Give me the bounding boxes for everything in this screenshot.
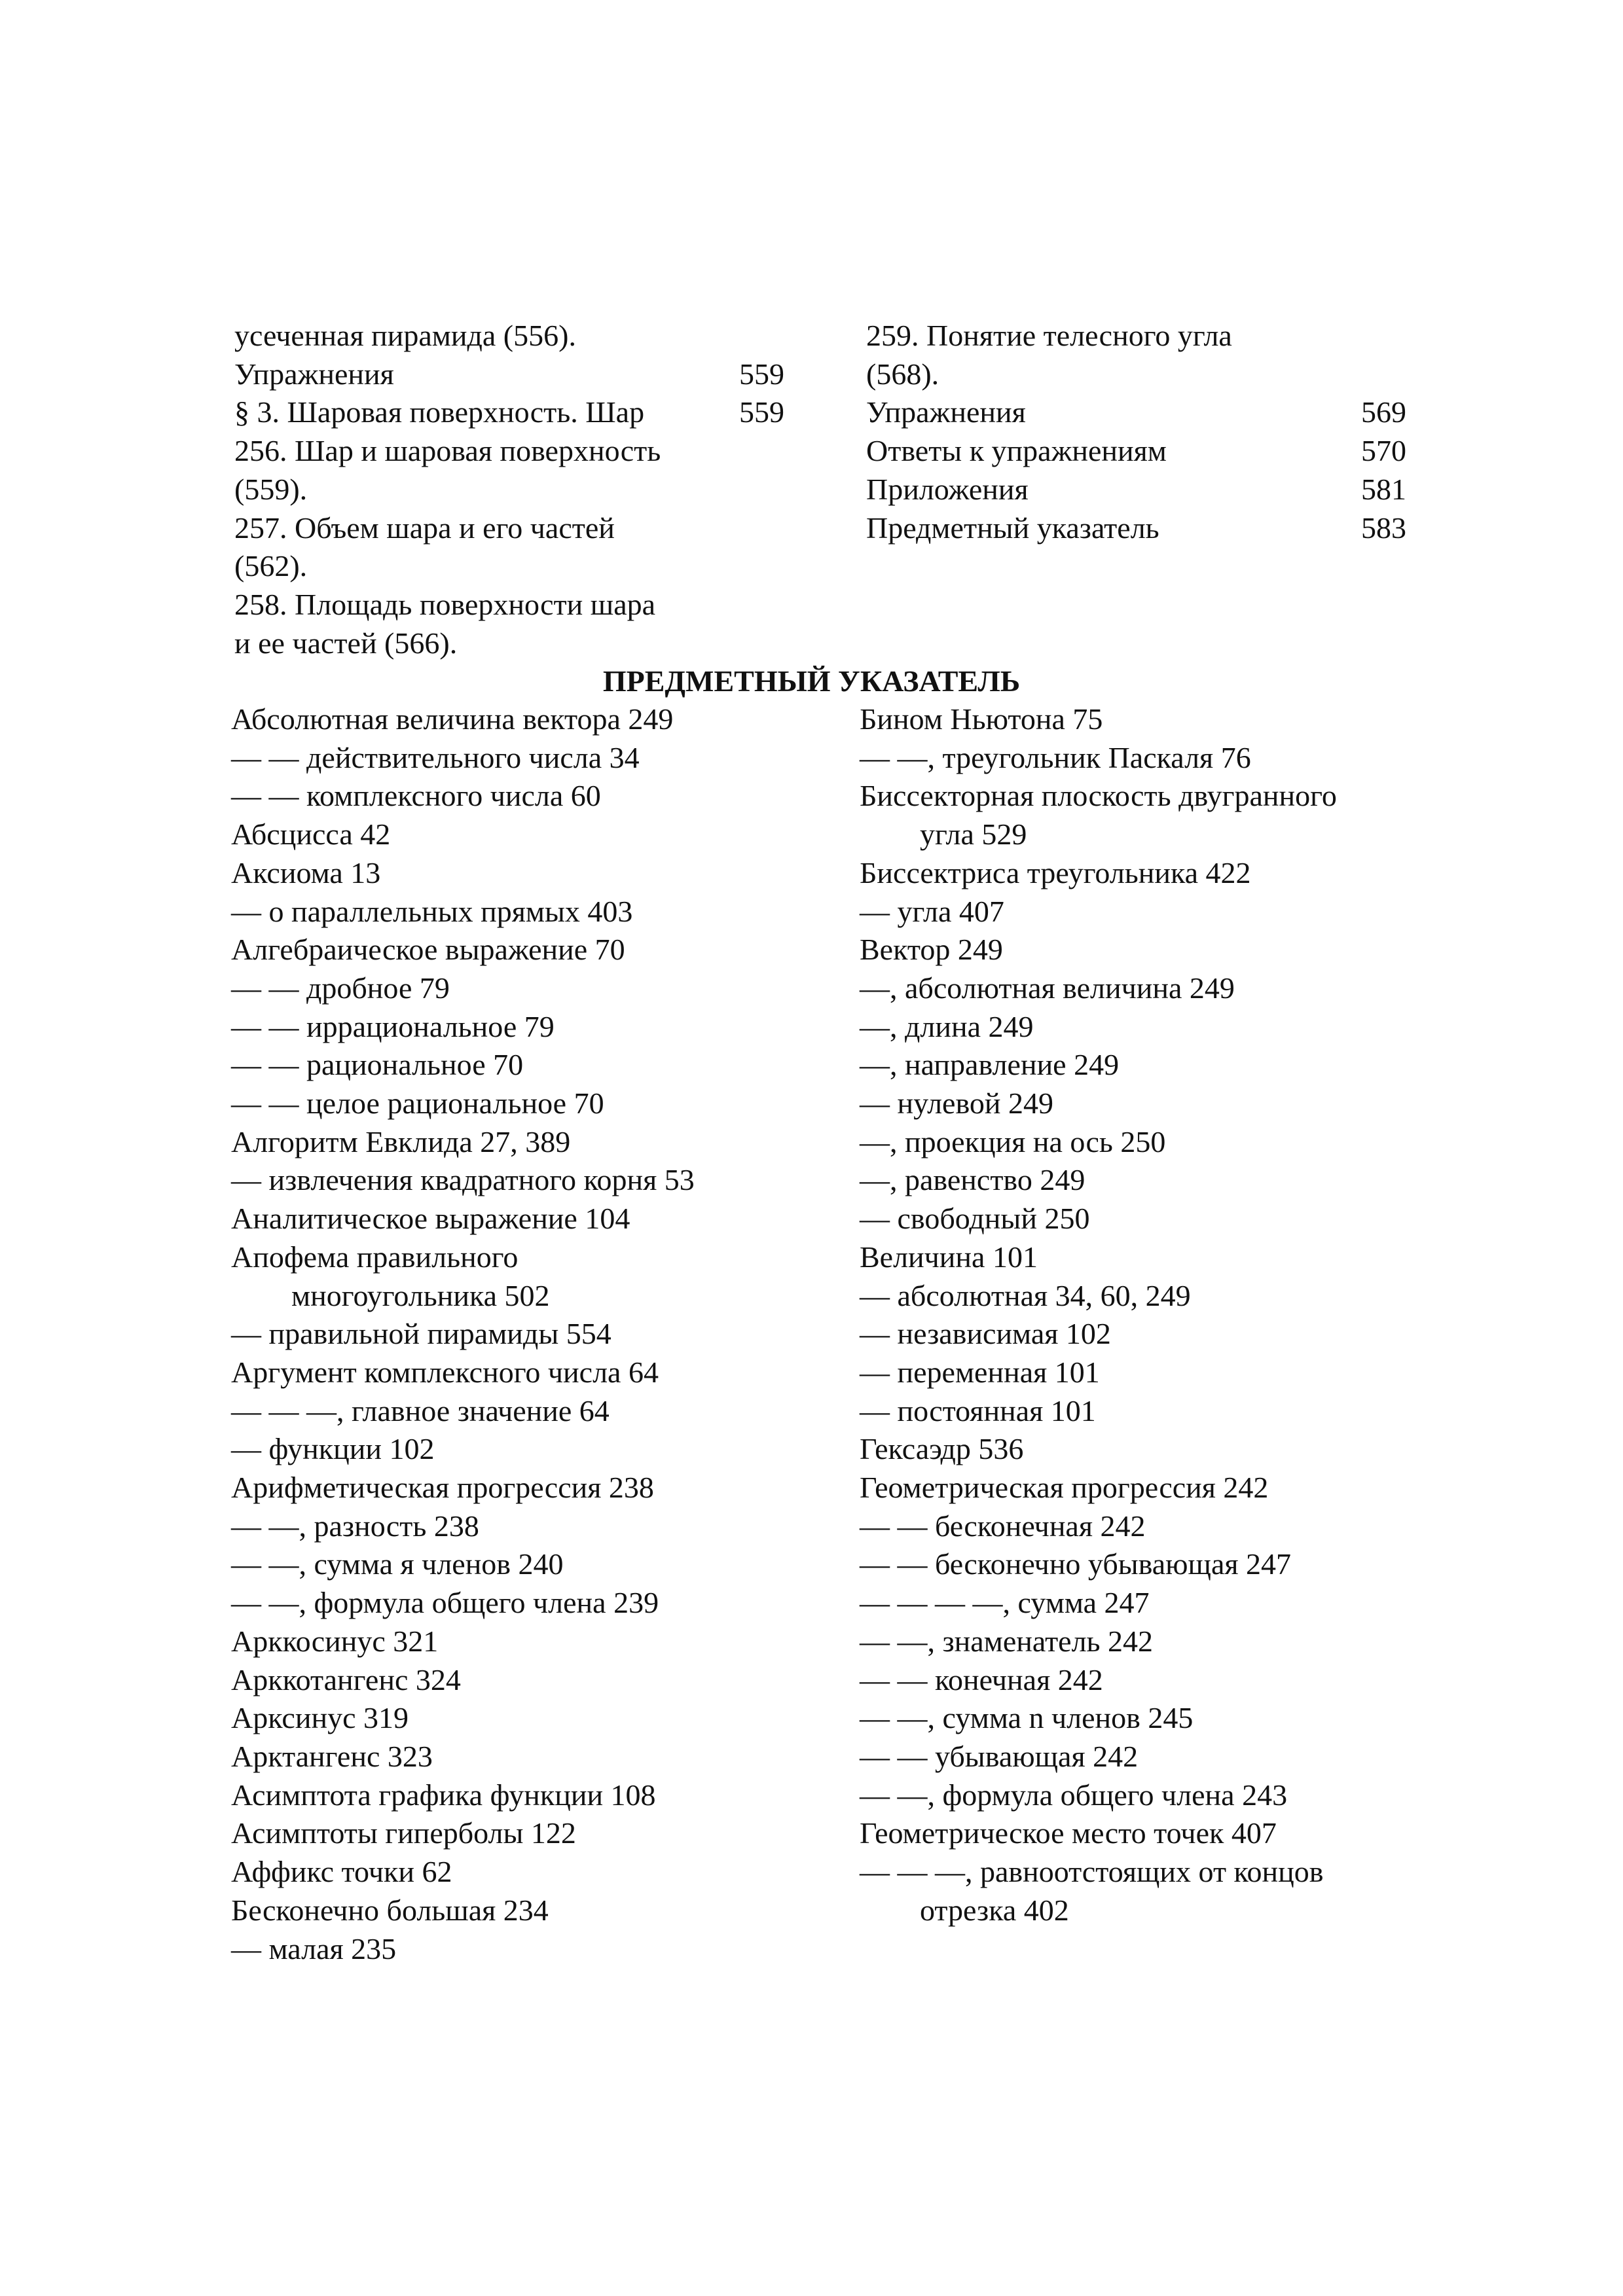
index-entry: — — —, равноотстоящих от концов	[860, 1855, 1324, 1889]
index-entry: Биссекторная плоскость двугранного	[860, 779, 1337, 813]
index-entry: — угла 407	[860, 894, 1004, 928]
index-entry: — —, треугольник Паскаля 76	[860, 740, 1251, 774]
index-entry: —, проекция на ось 250	[860, 1124, 1166, 1158]
contents-entry-text: 258. Площадь поверхности шара	[234, 587, 656, 621]
index-entry: Биссектриса треугольника 422	[860, 855, 1251, 889]
contents-entry	[866, 393, 1406, 432]
index-entry: Бином Ньютона 75	[860, 702, 1103, 736]
index-entry: — — действительного числа 34	[231, 740, 640, 774]
index-entry: — — — —, сумма 247	[860, 1586, 1150, 1620]
index-entry: — — —, главное значение 64	[231, 1393, 610, 1427]
index-entry: Арксинус 319	[231, 1701, 409, 1735]
index-entry: — абсолютная 34, 60, 249	[860, 1278, 1191, 1312]
index-entry: Асимптота графика функции 108	[231, 1778, 656, 1812]
index-entry: — свободный 250	[860, 1202, 1090, 1236]
contents-entry-page: 569	[1361, 395, 1406, 429]
index-entry: Бесконечно большая 234	[231, 1893, 549, 1927]
contents-entry-page: 570	[1361, 434, 1406, 468]
index-entry-continuation: многоугольника 502	[291, 1278, 550, 1312]
index-entry: — — комплексного числа 60	[231, 779, 601, 813]
index-entry: Алгоритм Евклида 27, 389	[231, 1124, 571, 1158]
contents-entry-text: Предметный указатель	[866, 511, 1159, 545]
contents-entry-text: 256. Шар и шаровая поверхность	[234, 434, 661, 468]
contents-entry-text: 259. Понятие телесного угла	[866, 319, 1232, 352]
index-entry: — функции 102	[231, 1432, 435, 1466]
index-entry: — нулевой 249	[860, 1086, 1053, 1121]
contents-entry-text: Приложения	[866, 472, 1029, 506]
contents-entry-text: (568).	[866, 357, 939, 391]
index-entry: —, длина 249	[860, 1009, 1034, 1043]
index-entry: — — рациональное 70	[231, 1048, 524, 1082]
contents-entry	[866, 432, 1406, 471]
contents-entry	[234, 586, 784, 624]
index-entry: —, направление 249	[860, 1048, 1120, 1082]
contents-entry-text: и ее частей (566).	[234, 626, 458, 660]
index-entry: — — бесконечная 242	[860, 1509, 1146, 1543]
contents-entry-page: 583	[1361, 511, 1406, 545]
index-entry: Арифметическая прогрессия 238	[231, 1471, 654, 1505]
index-entry: — правильной пирамиды 554	[231, 1317, 611, 1351]
index-entry: — переменная 101	[860, 1355, 1100, 1389]
contents-entry-text: Упражнения	[866, 395, 1026, 429]
contents-entry-text: 257. Объем шара и его частей	[234, 511, 615, 545]
contents-left-column	[234, 317, 784, 662]
contents-entry-text: усеченная пирамида (556).	[234, 319, 576, 352]
index-left-column	[231, 700, 853, 1968]
index-entry: — постоянная 101	[860, 1393, 1096, 1427]
contents-entry	[866, 355, 1406, 394]
index-entry: — о параллельных прямых 403	[231, 894, 633, 928]
index-entry: — —, формула общего члена 239	[231, 1586, 659, 1620]
contents-entry	[234, 355, 784, 394]
index-entry: Абсцисса 42	[231, 817, 391, 852]
index-entry: — извлечения квадратного корня 53	[231, 1163, 695, 1197]
contents-entry	[866, 509, 1406, 548]
index-entry: Асимптоты гиперболы 122	[231, 1816, 576, 1850]
index-entry: — — иррациональное 79	[231, 1009, 555, 1043]
index-entry: —, абсолютная величина 249	[860, 971, 1235, 1005]
index-entry: Аргумент комплексного числа 64	[231, 1355, 659, 1389]
index-entry: Вектор 249	[860, 933, 1003, 967]
index-entry: Величина 101	[860, 1240, 1038, 1274]
contents-entry-page: 581	[1361, 472, 1406, 506]
index-entry: — —, разность 238	[231, 1509, 479, 1543]
index-entry: — —, знаменатель 242	[860, 1624, 1154, 1658]
contents-entry	[234, 547, 784, 586]
index-entry: — — бесконечно убывающая 247	[860, 1547, 1292, 1581]
index-entry: — — целое рациональное 70	[231, 1086, 604, 1121]
contents-entry-page: 559	[739, 395, 784, 429]
index-entry: —, равенство 249	[860, 1163, 1085, 1197]
contents-entry	[866, 471, 1406, 509]
contents-entry	[234, 509, 784, 548]
contents-entry	[234, 624, 784, 663]
index-entry-continuation: угла 529	[920, 817, 1027, 852]
contents-entry-text: (559).	[234, 472, 308, 506]
contents-entry	[234, 471, 784, 509]
index-entry: Геометрическое место точек 407	[860, 1816, 1277, 1850]
index-entry: — —, сумма я членов 240	[231, 1547, 564, 1581]
index-entry: Алгебраическое выражение 70	[231, 933, 625, 967]
index-entry: — — дробное 79	[231, 971, 450, 1005]
contents-entry	[866, 317, 1406, 355]
index-entry: — —, формула общего члена 243	[860, 1778, 1288, 1812]
contents-entry-text: Упражнения	[234, 357, 394, 391]
contents-entry-page: 559	[739, 357, 784, 391]
contents-entry-text: § 3. Шаровая поверхность. Шар	[234, 395, 645, 429]
index-entry: — независимая 102	[860, 1317, 1111, 1351]
contents-right-column	[866, 317, 1406, 547]
contents-entry	[234, 432, 784, 471]
index-entry: — — убывающая 242	[860, 1739, 1139, 1773]
contents-entry	[234, 317, 784, 355]
index-entry: — — конечная 242	[860, 1662, 1103, 1696]
index-entry: Аксиома 13	[231, 855, 381, 889]
index-entry: Апофема правильного	[231, 1240, 519, 1274]
index-entry: Арккосинус 321	[231, 1624, 439, 1658]
index-entry: Арккотангенс 324	[231, 1662, 461, 1696]
index-entry: — —, сумма n членов 245	[860, 1701, 1194, 1735]
index-title: ПРЕДМЕТНЫЙ УКАЗАТЕЛЬ	[602, 664, 1021, 698]
index-entry: Абсолютная величина вектора 249	[231, 702, 674, 736]
index-entry: Аффикс точки 62	[231, 1855, 452, 1889]
index-entry: — малая 235	[231, 1931, 397, 1965]
contents-entry-text: Ответы к упражнениям	[866, 434, 1167, 468]
index-entry-continuation: отрезка 402	[920, 1893, 1069, 1927]
contents-entry-text: (562).	[234, 549, 308, 583]
index-entry: Геометрическая прогрессия 242	[860, 1471, 1269, 1505]
index-entry: Арктангенс 323	[231, 1739, 433, 1773]
contents-entry	[234, 393, 784, 432]
index-entry: Аналитическое выражение 104	[231, 1202, 630, 1236]
index-right-column	[860, 700, 1514, 1930]
index-entry: Гексаэдр 536	[860, 1432, 1024, 1466]
